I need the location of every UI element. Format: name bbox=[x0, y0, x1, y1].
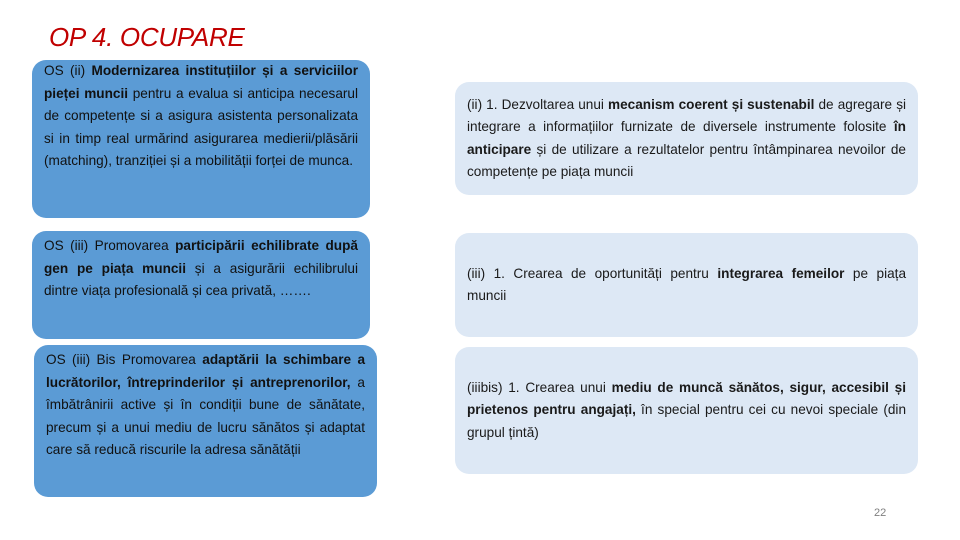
text-segment: de agregare și integrare a informațiilor furnizate de diversele instrumente folosite bbox=[467, 96, 907, 134]
bold-text-segment: integrarea femeilor bbox=[717, 265, 845, 281]
text-segment: a îmbătrânirii active și în condiții bune de sănătate, precum și a unui mediu de lucru sănătos și adaptat care să reducă riscurile la adresa sănătății bbox=[46, 374, 365, 457]
right-box-1-text bbox=[467, 94, 906, 184]
right-box-3-text bbox=[467, 377, 906, 445]
right-box-1 bbox=[455, 82, 918, 195]
left-box-1-text bbox=[44, 60, 358, 173]
slide-title: OP 4. OCUPARE bbox=[49, 22, 245, 52]
text-segment: și de utilizare a rezultatelor pentru întâmpinarea nevoilor de competențe pe piața muncii bbox=[467, 141, 906, 179]
right-box-2-text bbox=[467, 263, 906, 308]
text-segment: (iii) 1. Crearea de oportunități pentru bbox=[467, 265, 718, 281]
text-segment: și a asigurării echilibrului dintre viața profesională și cea privată, ……. bbox=[44, 260, 358, 298]
left-box-3-text bbox=[46, 349, 365, 462]
text-segment: OS (iii) Bis Promovarea bbox=[46, 352, 203, 367]
left-box-2 bbox=[32, 231, 370, 339]
bold-text-segment: adaptării la schimbare a lucrătorilor, întreprinderilor și antreprenorilor, bbox=[46, 352, 366, 390]
text-segment: OS (iii) Promovarea bbox=[44, 238, 176, 253]
left-box-2-text bbox=[44, 235, 358, 303]
text-segment: pentru a evalua si anticipa necesarul de competențe si a asigura asistenta personalizata si in timp real urmărind asigurarea medierii/plăsării (matching), tranziției și a mobilității forței de munca. bbox=[44, 85, 358, 168]
text-segment: în special pentru cei cu nevoi speciale (din grupul țintă) bbox=[467, 402, 907, 440]
text-segment: (iiibis) 1. Crearea unui bbox=[467, 379, 612, 395]
text-segment: (ii) 1. Dezvoltarea unui bbox=[467, 96, 608, 112]
text-segment: OS (ii) bbox=[44, 63, 92, 78]
right-box-3 bbox=[455, 347, 918, 474]
page-number: 22 bbox=[874, 507, 887, 519]
bold-text-segment: participării echilibrate după gen pe piața muncii bbox=[44, 238, 358, 276]
text-segment: pe piața muncii bbox=[467, 265, 907, 303]
bold-text-segment: mediu de muncă sănătos, sigur, accesibil și prietenos pentru angajați, bbox=[467, 379, 906, 418]
bold-text-segment: mecanism coerent și sustenabil bbox=[608, 96, 815, 112]
bold-text-segment: în anticipare bbox=[467, 119, 906, 157]
bold-text-segment: Modernizarea instituțiilor și a serviciilor pieței muncii bbox=[44, 63, 358, 101]
left-box-3 bbox=[34, 345, 377, 497]
left-box-1 bbox=[32, 60, 370, 218]
right-box-2 bbox=[455, 233, 918, 337]
